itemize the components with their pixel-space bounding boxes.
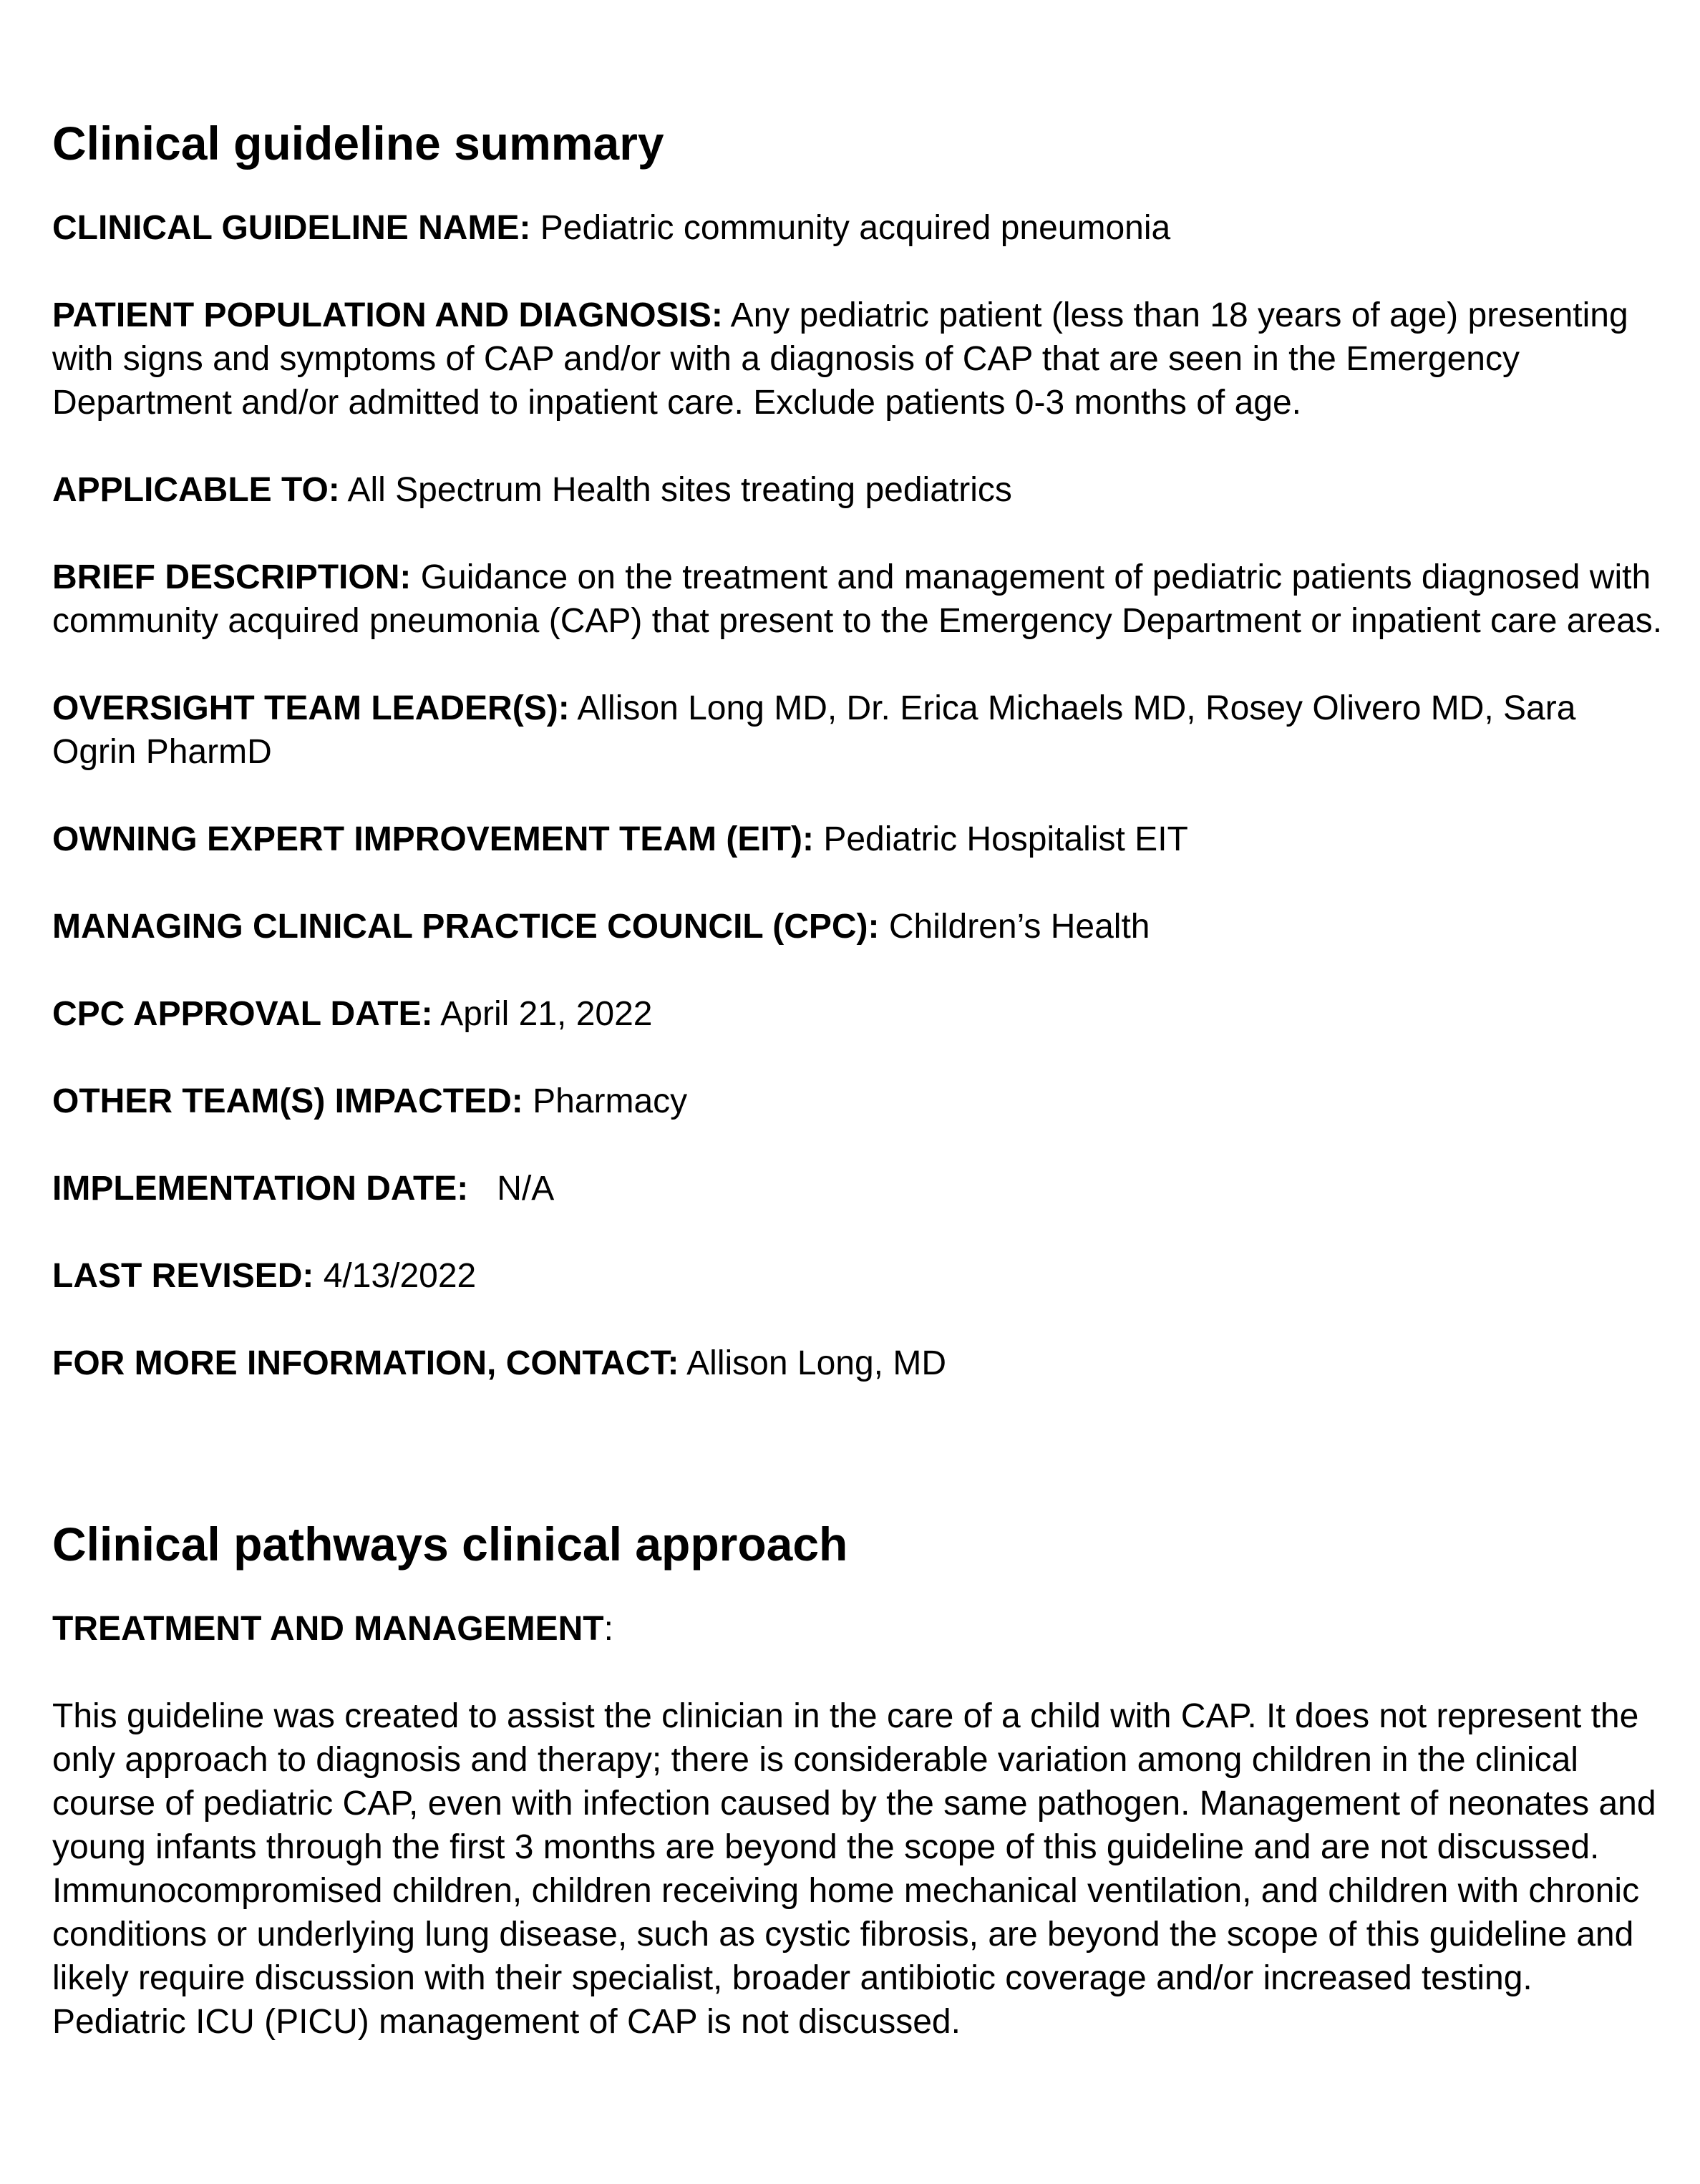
field-cpc-approval-date: [52, 992, 1663, 1036]
field-managing-cpc: [52, 905, 1663, 948]
field-last-revised: [52, 1254, 1663, 1298]
summary-heading: Clinical guideline summary: [52, 117, 664, 170]
field-value: Allison Long, MD: [679, 1344, 946, 1382]
field-value: 4/13/2022: [314, 1257, 477, 1295]
field-guideline-name: [52, 206, 1663, 250]
field-value: Pediatric Hospitalist EIT: [814, 820, 1188, 858]
field-patient-population: [52, 293, 1663, 424]
field-value: Guidance on the treatment and management of pediatric patients diagnosed with community acquired pneumonia (CAP) that present to the Emergency Department or inpatient care areas.: [52, 558, 1663, 640]
field-value: April 21, 2022: [432, 995, 653, 1033]
field-label: IMPLEMENTATION DATE:: [52, 1170, 469, 1208]
subheading-label: TREATMENT AND MANAGEMENT: [52, 1610, 604, 1648]
field-label: MANAGING CLINICAL PRACTICE COUNCIL (CPC):: [52, 908, 880, 946]
field-owning-eit: [52, 817, 1663, 861]
field-label: APPLICABLE TO:: [52, 471, 340, 509]
approach-heading: Clinical pathways clinical approach: [52, 1518, 848, 1571]
field-label: FOR MORE INFORMATION, CONTACT:: [52, 1344, 679, 1382]
field-label: BRIEF DESCRIPTION:: [52, 558, 412, 596]
field-value: All Spectrum Health sites treating pediatrics: [339, 471, 1012, 509]
approach-body-paragraph: This guideline was created to assist the clinician in the care of a child with CAP. It does not represent the only approach to diagnosis and therapy; there is considerable variation among children in the clinical course of pediatric CAP, even with infection caused by the same pathogen. Management of neonates and young infants through the first 3 months are beyond the scope of this guideline and are not discussed. Immunocompromised children, children receiving home mechanical ventilation, and children with chronic conditions or underlying lung disease, such as cystic fibrosis, are beyond the scope of this guideline and likely require discussion with their specialist, broader antibiotic coverage and/or increased testing. Pediatric ICU (PICU) management of CAP is not discussed.: [52, 1697, 1656, 2041]
field-value: Pharmacy: [523, 1082, 688, 1120]
field-value: Any pediatric patient (less than 18 years of age) presenting with signs and symptoms of CAP and/or with a diagnosis of CAP that are seen in the Emergency Department and/or admitted to inpatient care. Exclude patients 0-3 months of age.: [52, 296, 1628, 422]
field-label: CLINICAL GUIDELINE NAME:: [52, 209, 531, 247]
field-implementation-date: [52, 1167, 1663, 1210]
field-applicable-to: [52, 468, 1663, 512]
field-label: PATIENT POPULATION AND DIAGNOSIS:: [52, 296, 723, 334]
field-contact: [52, 1341, 1663, 1385]
field-value: Allison Long MD, Dr. Erica Michaels MD, Rosey Olivero MD, Sara Ogrin PharmD: [52, 689, 1576, 771]
field-label: CPC APPROVAL DATE:: [52, 995, 433, 1033]
field-label: OWNING EXPERT IMPROVEMENT TEAM (EIT):: [52, 820, 814, 858]
field-label: LAST REVISED:: [52, 1257, 314, 1295]
field-label: OVERSIGHT TEAM LEADER(S):: [52, 689, 570, 727]
field-label: OTHER TEAM(S) IMPACTED:: [52, 1082, 523, 1120]
treatment-subheading: [52, 1607, 1663, 1651]
field-value: Pediatric community acquired pneumonia: [530, 209, 1171, 247]
field-oversight-team-leaders: [52, 686, 1663, 774]
field-value: Children’s Health: [879, 908, 1150, 946]
subheading-colon: :: [603, 1610, 613, 1648]
document-page: [52, 107, 1663, 2044]
field-other-teams-impacted: [52, 1079, 1663, 1123]
field-value: N/A: [468, 1170, 555, 1208]
field-brief-description: [52, 555, 1663, 643]
